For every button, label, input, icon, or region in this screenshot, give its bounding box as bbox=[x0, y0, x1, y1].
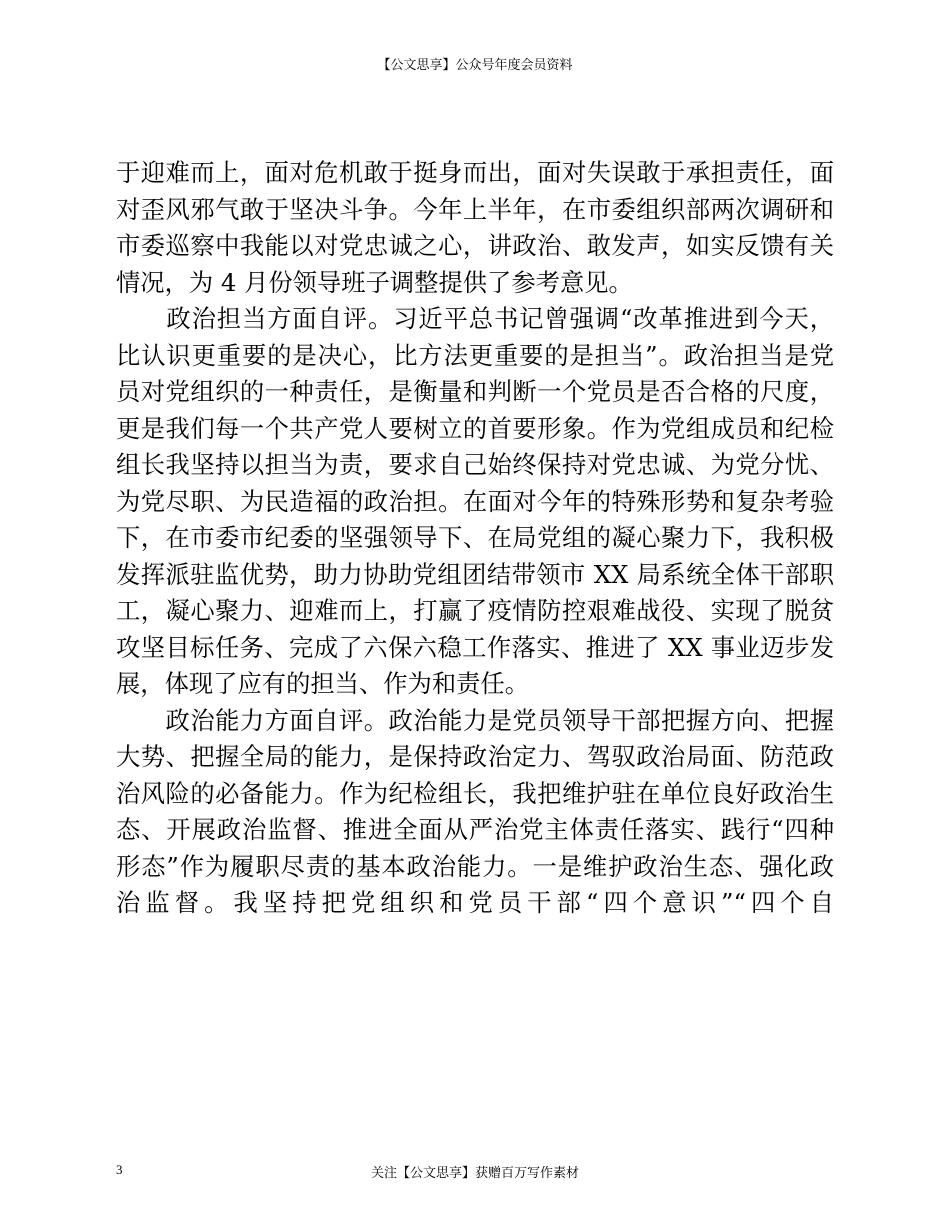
text-line: 员对党组织的一种责任，是衡量和判断一个党员是否合格的尺度， bbox=[116, 377, 834, 406]
text-line: 政治能力方面自评。政治能力是党员领导干部把握方向、把握 bbox=[116, 705, 834, 735]
text-line: 发挥派驻监优势，助力协助党组团结带领市 XX 局系统全体干部职 bbox=[116, 559, 834, 589]
text-line: 攻坚目标任务、完成了六保六稳工作落实、推进了 XX 事业迈步发 bbox=[116, 632, 834, 662]
text-line: 于迎难而上，面对危机敢于挺身而出，面对失误敢于承担责任，面 bbox=[116, 158, 834, 187]
text-line: 情况，为 4 月份领导班子调整提供了参考意见。 bbox=[116, 267, 633, 297]
text-line: 市委巡察中我能以对党忠诚之心，讲政治、敢发声，如实反馈有关 bbox=[116, 231, 834, 260]
text-line: 下，在市委市纪委的坚强领导下、在局党组的凝心聚力下，我积极 bbox=[116, 523, 834, 552]
text-line: 政治担当方面自评。习近平总书记曾强调“改革推进到今天， bbox=[116, 304, 834, 333]
page-footer: 关注【公文思享】获赠百万写作素材 bbox=[370, 1166, 579, 1181]
text-line: 展，体现了应有的担当、作为和责任。 bbox=[116, 669, 530, 698]
text-line: 治风险的必备能力。作为纪检组长，我把维护驻在单位良好政治生 bbox=[116, 778, 834, 808]
text-line: 态、开展政治监督、推进全面从严治党主体责任落实、践行“四种 bbox=[116, 815, 834, 844]
text-line: 形态”作为履职尽责的基本政治能力。一是维护政治生态、强化政 bbox=[116, 851, 834, 881]
text-line: 大势、把握全局的能力，是保持政治定力、驾驭政治局面、防范政 bbox=[116, 742, 834, 771]
text-line: 为党尽职、为民造福的政治担。在面对今年的特殊形势和复杂考验 bbox=[116, 486, 834, 516]
text-line: 比认识更重要的是决心，比方法更重要的是担当”。政治担当是党 bbox=[116, 340, 834, 370]
text-line: 工，凝心聚力、迎难而上，打赢了疫情防控艰难战役、实现了脱贫 bbox=[116, 596, 834, 625]
page-header: 【公文思享】公众号年度会员资料 bbox=[377, 58, 573, 73]
text-line: 组长我坚持以担当为责，要求自己始终保持对党忠诚、为党分忧、 bbox=[116, 450, 834, 479]
document-body bbox=[116, 155, 834, 922]
text-line: 治监督。我坚持把党组织和党员干部“四个意识”“四个自 bbox=[116, 888, 834, 917]
text-line: 更是我们每一个共产党人要树立的首要形象。作为党组成员和纪检 bbox=[116, 413, 834, 443]
page-number: 3 bbox=[116, 1162, 123, 1177]
text-line: 对歪风邪气敢于坚决斗争。今年上半年，在市委组织部两次调研和 bbox=[116, 194, 834, 224]
